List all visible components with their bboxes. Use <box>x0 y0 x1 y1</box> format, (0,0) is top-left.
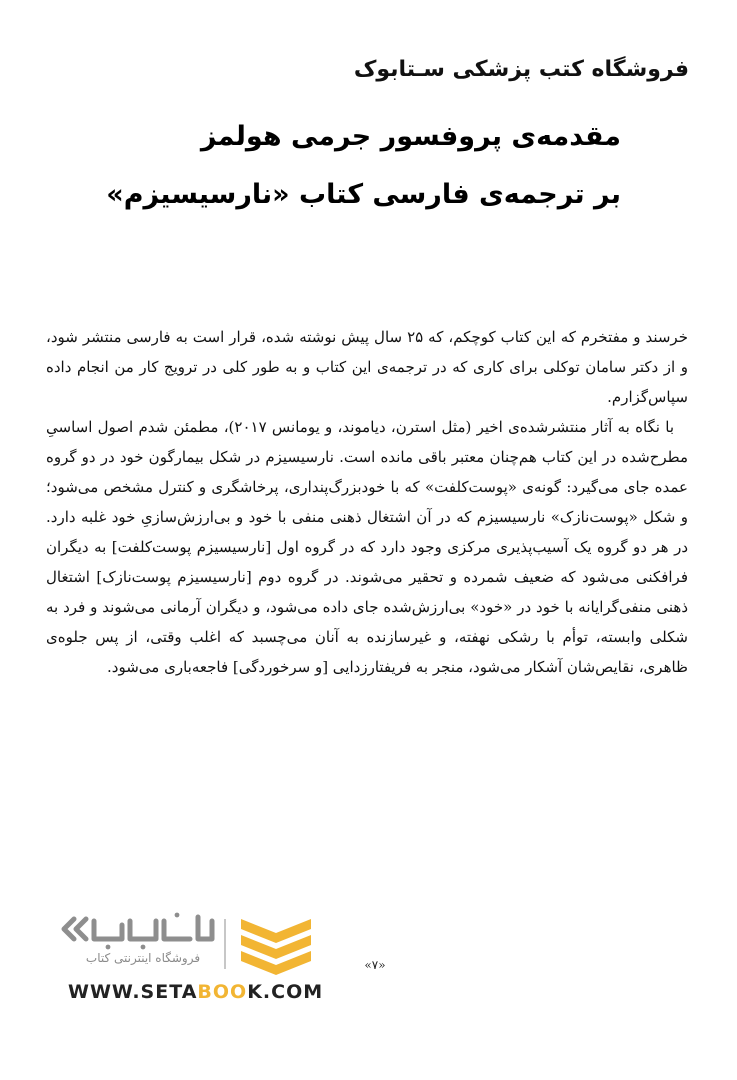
title-line-2: بر ترجمه‌ی فارسی کتاب «نارسیسیزم» <box>106 179 621 210</box>
watermark-logo <box>58 905 328 1015</box>
paragraph-1: خرسند و مفتخرم که این کتاب کوچکم، که ۲۵ سال پیش نوشته شده، قرار است به فارسی منتشر شود، و از دکتر سامان توکلی برای کاری که در ترجمه‌ی این کتاب و به طور کلی در ترویج کار من انجام داده سپاس‌گزارم. <box>46 328 688 406</box>
watermark-url <box>68 981 328 1003</box>
body-text <box>46 322 688 682</box>
watermark-divider <box>224 919 226 969</box>
page-title <box>61 108 621 224</box>
paragraph-2: با نگاه به آثار منتشرشده‌ی اخیر (مثل استرن، دیاموند، و یومانس ۲۰۱۷)، مطمئن شدم اصول اساسیِ مطرح‌شده در این کتاب هم‌چنان معتبر باقی مانده است. نارسیسیزم در شکل بیمارگون خود در دو گروه عمده جای می‌گیرد: گونه‌ی «پوست‌کلفت» که با خودبزرگ‌پنداری، پرخاشگری و کنترل مشخص می‌شود؛ و شکل «پوست‌نازک» نارسیسیزم که در آن اشتغال ذهنی منفی با خود و بی‌ارزش‌سازیِ خود غلبه دارد. در هر دو گروه یک آسیب‌پذیری مرکزی وجود دارد که در گروه اول [نارسیسیزم پوست‌کلفت] به دیگران فرافکنی می‌شود که ضعیف شمرده و تحقیر می‌شوند. در گروه دوم [نارسیسیزم پوست‌نازک] اشتغال ذهنی منفی‌گرایانه با خود در «خود» بی‌ارزش‌شده جای داده می‌شود، و دیگران آرمانی می‌شوند و فرد به شکلی وابسته، توأم با رشکی نهفته، و غیرسازنده به آنان می‌چسبد که اغلب وقتی، از پس جلوه‌ی ظاهری، نقایص‌شان آشکار می‌شود، منجر به فریفتارزدایی [و سرخوردگی] فاجعه‌باری می‌شود. <box>46 418 688 676</box>
watermark-tagline: فروشگاه اینترنتی کتاب <box>85 951 201 965</box>
setabook-wordmark <box>60 911 220 953</box>
book-stack-icon <box>233 913 319 979</box>
store-header: فروشگاه کتب پزشکی سـتابوک <box>353 57 689 82</box>
page-number: «۷» <box>364 958 386 972</box>
watermark-url-text: WWW.SETABOOK.COM <box>68 981 324 1003</box>
title-line-1: مقدمه‌ی پروفسور جرمی هولمز <box>200 121 621 152</box>
